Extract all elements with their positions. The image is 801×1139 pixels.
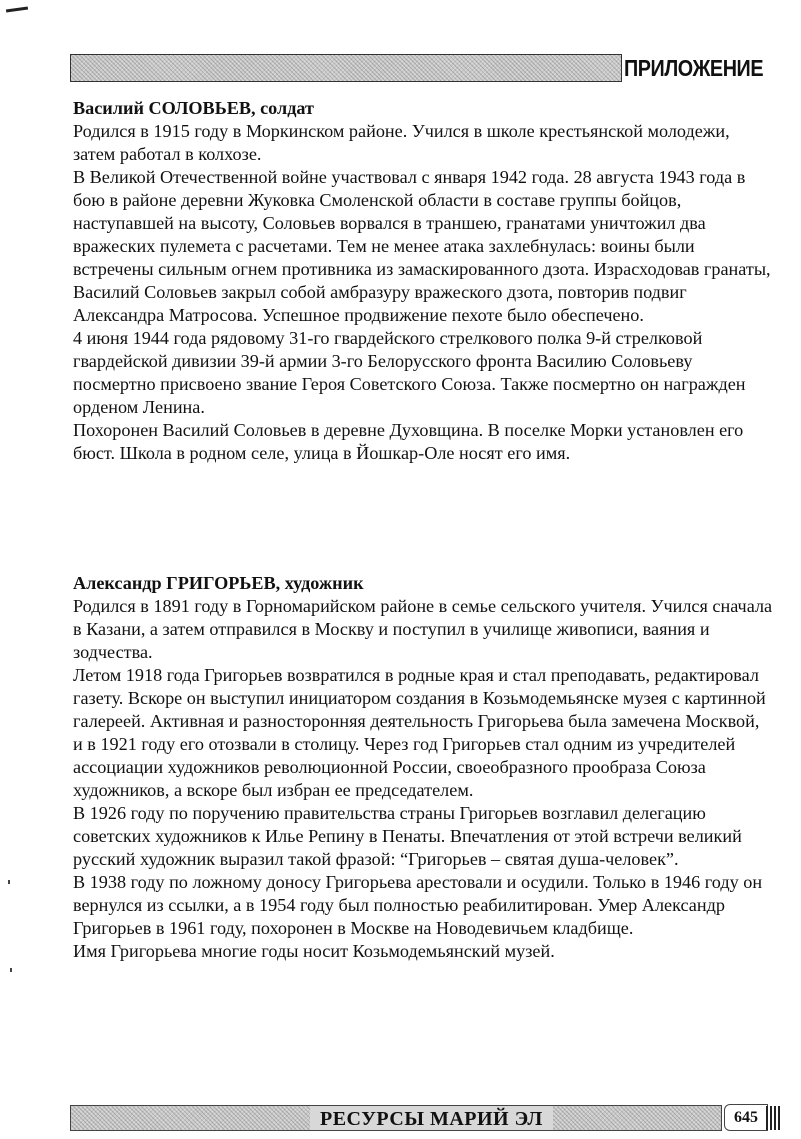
article-paragraph: Имя Григорьева многие годы носит Козьмодемьянский музей.	[73, 941, 555, 961]
article-soloviev	[73, 97, 773, 465]
article-paragraph: Похоронен Василий Соловьев в деревне Духовщина. В поселке Морки установлен его бюст. Школа в родном селе, улица в Йошкар-Оле носят его имя.	[73, 420, 744, 463]
article-paragraph: Родился в 1891 году в Горномарийском районе в семье сельского учителя. Учился сначала в Казани, а затем отправился в Москву и поступил в училище живописи, ваяния и зодчества.	[73, 596, 773, 662]
article-paragraph: 4 июня 1944 года рядовому 31-го гвардейского стрелкового полка 9-й стрелковой гвардейской дивизии 39-й армии 3-го Белорусского фронта Василию Соловьеву посмертно присвоено звание Героя Советского Союза. Также посмертно он награжден орденом Ленина.	[73, 328, 746, 417]
scan-speck	[10, 968, 12, 972]
article-paragraph: В 1938 году по ложному доносу Григорьева арестовали и осудили. Только в 1946 году он вернулся из ссылки, а в 1954 году был полностью реабилитирован. Умер Александр Григорьев в 1961 году, похоронен в Москве на Новодевичьем кладбище.	[73, 872, 763, 938]
header-hatched-bar	[70, 54, 622, 82]
article-grigoriev	[73, 572, 773, 963]
article-paragraph: Летом 1918 года Григорьев возвратился в родные края и стал преподавать, редактировал газету. Вскоре он выступил инициатором создания в Козьмодемьянске музея с картинной галереей. Активная и разносторонняя деятельность Григорьева была замечена Москвой, и в 1921 году его отозвали в столицу. Через год Григорьев стал одним из учредителей ассоциации художников революционной России, своеобразного прообраза Союза художников, а вскоре был избран ее председателем.	[73, 665, 766, 800]
article-paragraph: В 1926 году по поручению правительства страны Григорьев возглавил делегацию советских художников к Илье Репину в Пенаты. Впечатления от этой встречи великий русский художник выразил такой фразой: “Григорьев – святая душа-человек”.	[73, 803, 742, 869]
article-paragraph: В Великой Отечественной войне участвовал с января 1942 года. 28 августа 1943 года в бою в районе деревни Жуковка Смоленской области в составе группы бойцов, наступавшей на высоту, Соловьев ворвался в траншею, гранатами уничтожил два вражеских пулемета с расчетами. Тем не менее атака захлебнулась: воины были встречены сильным огнем противника из замаскированного дзота. Израсходовав гранаты, Василий Соловьев закрыл собой амбразуру вражеского дзота, повторив подвиг Александра Матросова. Успешное продвижение пехоте было обеспечено.	[73, 167, 771, 325]
article-paragraph: Родился в 1915 году в Моркинском районе. Учился в школе крестьянской молодежи, затем работал в колхозе.	[73, 121, 730, 164]
article-heading: Александр ГРИГОРЬЕВ, художник	[73, 573, 364, 593]
page-number: 645	[724, 1104, 768, 1131]
scan-speck	[8, 880, 10, 884]
scan-corner-mark	[6, 6, 28, 12]
article-heading: Василий СОЛОВЬЕВ, солдат	[73, 98, 314, 118]
section-title: ПРИЛОЖЕНИЕ	[624, 55, 764, 81]
footer-book-title: РЕСУРСЫ МАРИЙ ЭЛ	[310, 1106, 553, 1130]
edge-stripes	[766, 1106, 780, 1130]
